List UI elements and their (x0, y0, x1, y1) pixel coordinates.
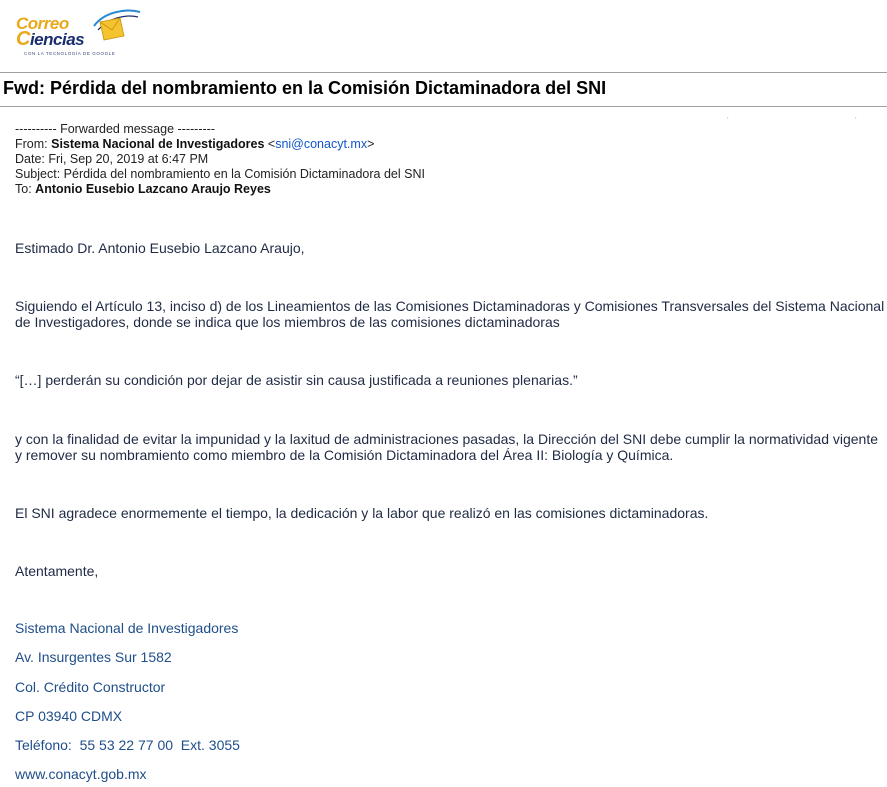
signature-colonia: Col. Crédito Constructor (15, 679, 166, 695)
logo-word-correo: Correo (16, 14, 69, 33)
envelope-swoosh-icon (90, 8, 142, 44)
forwarded-headers (15, 122, 425, 197)
from-email-link[interactable]: sni@conacyt.mx (275, 137, 368, 151)
greeting: Estimado Dr. Antonio Eusebio Lazcano Araujo, (15, 240, 305, 256)
logo-tagline: CON LA TECNOLOGÍA DE GOOGLE (24, 51, 116, 56)
header-divider (0, 72, 887, 73)
decorative-dot: • (855, 115, 857, 120)
from-name: Sistema Nacional de Investigadores (51, 137, 265, 151)
date-value: Fri, Sep 20, 2019 at 6:47 PM (48, 152, 209, 166)
body-paragraph-2: y con la finalidad de evitar la impunidad y la laxitud de administraciones pasadas, la Dirección del SNI debe cumplir la normatividad vigente y remover su nombramiento como miembro de la Comisión Dictaminadora del Área II: Biología y Química. (15, 431, 879, 463)
website-link[interactable]: www.conacyt.gob.mx (15, 766, 147, 782)
subject-row: Subject: Pérdida del nombramiento en la Comisión Dictaminadora del SNI (15, 167, 425, 181)
title-divider (0, 106, 887, 107)
to-row: To: Antonio Eusebio Lazcano Araujo Reyes (15, 182, 271, 196)
body-paragraph-1: Siguiendo el Artículo 13, inciso d) de los Lineamientos de las Comisiones Dictaminadoras y Comisiones Transversales del Sistema Nacional de Investigadores, donde se indica que los miembros de las comisiones dictaminadoras (15, 298, 885, 330)
body-paragraph-3: El SNI agradece enormemente el tiempo, la dedicación y la labor que realizó en las comisiones dictaminadoras. (15, 505, 709, 521)
body-quote: “[…] perderán su condición por dejar de asistir sin causa justificada a reuniones plenarias.” (15, 372, 578, 388)
logo-word-ciencias: Ciencias (16, 28, 85, 50)
signature-website (15, 766, 147, 782)
to-name: Antonio Eusebio Lazcano Araujo Reyes (35, 182, 271, 196)
email-subject-title: Fwd: Pérdida del nombramiento en la Comisión Dictaminadora del SNI (3, 78, 607, 98)
signature-phone: Teléfono: 55 53 22 77 00 Ext. 3055 (15, 737, 240, 753)
forwarded-header-line: ---------- Forwarded message --------- (15, 122, 215, 136)
subject-value: Pérdida del nombramiento en la Comisión Dictaminadora del SNI (63, 167, 425, 181)
signature-postal-code: CP 03940 CDMX (15, 708, 123, 724)
date-row: Date: Fri, Sep 20, 2019 at 6:47 PM (15, 152, 209, 166)
signature-org: Sistema Nacional de Investigadores (15, 620, 239, 636)
signature-street: Av. Insurgentes Sur 1582 (15, 649, 172, 665)
from-row: From: Sistema Nacional de Investigadores <sni@conacyt.mx> (15, 137, 375, 151)
closing: Atentamente, (15, 563, 99, 579)
decorative-dot: • (727, 115, 729, 120)
correo-ciencias-logo (10, 6, 140, 58)
